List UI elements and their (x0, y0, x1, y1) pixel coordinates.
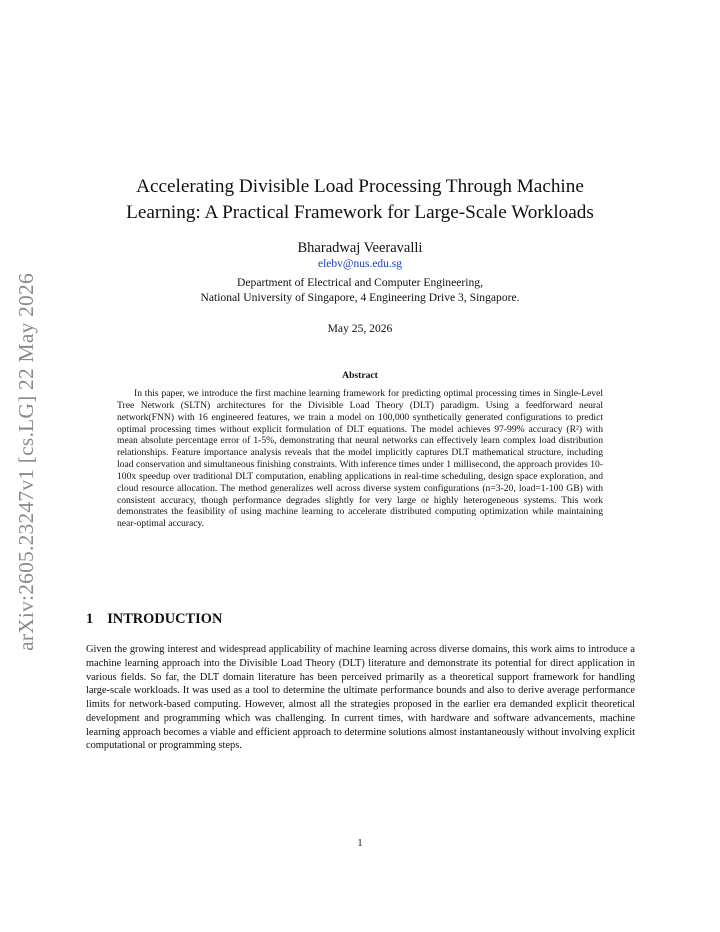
arxiv-identifier-stamp[interactable]: arXiv:2605.23247v1 [cs.LG] 22 May 2026 (14, 273, 38, 651)
section-number: 1 (86, 611, 94, 627)
abstract-heading: Abstract (342, 370, 378, 381)
affiliation-line-1: Department of Electrical and Computer Engineering, (237, 276, 483, 289)
author-affiliation (0, 275, 720, 305)
page-number: 1 (357, 838, 363, 849)
author-name: Bharadwaj Veeravalli (297, 240, 423, 256)
author-email-link[interactable]: elebv@nus.edu.sg (317, 258, 403, 270)
section-title: INTRODUCTION (107, 611, 223, 627)
section-heading (86, 611, 222, 628)
introduction-paragraph: Given the growing interest and widespread applicability of machine learning across diverse domains, this work aims to introduce a machine learning approach into the Divisible Load Theory (DLT) literature and demonstrate its potential for direct application in various fields. So far, the DLT domain literature has been perceived primarily as a theoretical support framework for handling large-scale workloads. It was used as a tool to determine the ultimate performance bounds and also to derive average performance limits for network-based computing. However, almost all the strategies proposed in the earlier era demanded explicit theoretical development and programming which was challenging. In current times, with hardware and software advancements, machine learning approach becomes a viable and efficient approach to determine solutions almost instantaneously without involving explicit computational or programming steps. (86, 644, 635, 752)
abstract-body: In this paper, we introduce the first machine learning framework for predicting optimal processing times in Single-Level Tree Network (SLTN) architectures for the Divisible Load Theory (DLT) paradigm. Using a feedforward neural network(FNN) with 16 engineered features, we train a model on 100,000 synthetically generated configurations to predict optimal processing times without explicit formulation of DLT equations. The model achieves 97-99% accuracy (R²) with mean absolute percentage error of 1-5%, demonstrating that neural networks can effectively learn complex load distribution relationships. Feature importance analysis reveals that the model implicitly captures DLT mathematical structure, including load conservation and simultaneous finishing constraints. With inference times under 1 millisecond, the approach provides 10-100x speedup over traditional DLT computation, enabling applications in real-time scheduling, design space exploration, and cloud resource allocation. The method generalizes well across diverse system configurations (n=3-20, load=1-100 GB) with consistent accuracy, though performance degrades slightly for very large or highly heterogeneous systems. This work demonstrates the feasibility of using machine learning to accelerate distributed computing optimization while maintaining near-optimal accuracy. (117, 388, 603, 530)
affiliation-line-2: National University of Singapore, 4 Engineering Drive 3, Singapore. (200, 291, 520, 304)
paper-date: May 25, 2026 (327, 322, 393, 335)
paper-title: Accelerating Divisible Load Processing Through Machine Learning: A Practical Framework for Large-Scale Workloads (126, 176, 594, 223)
